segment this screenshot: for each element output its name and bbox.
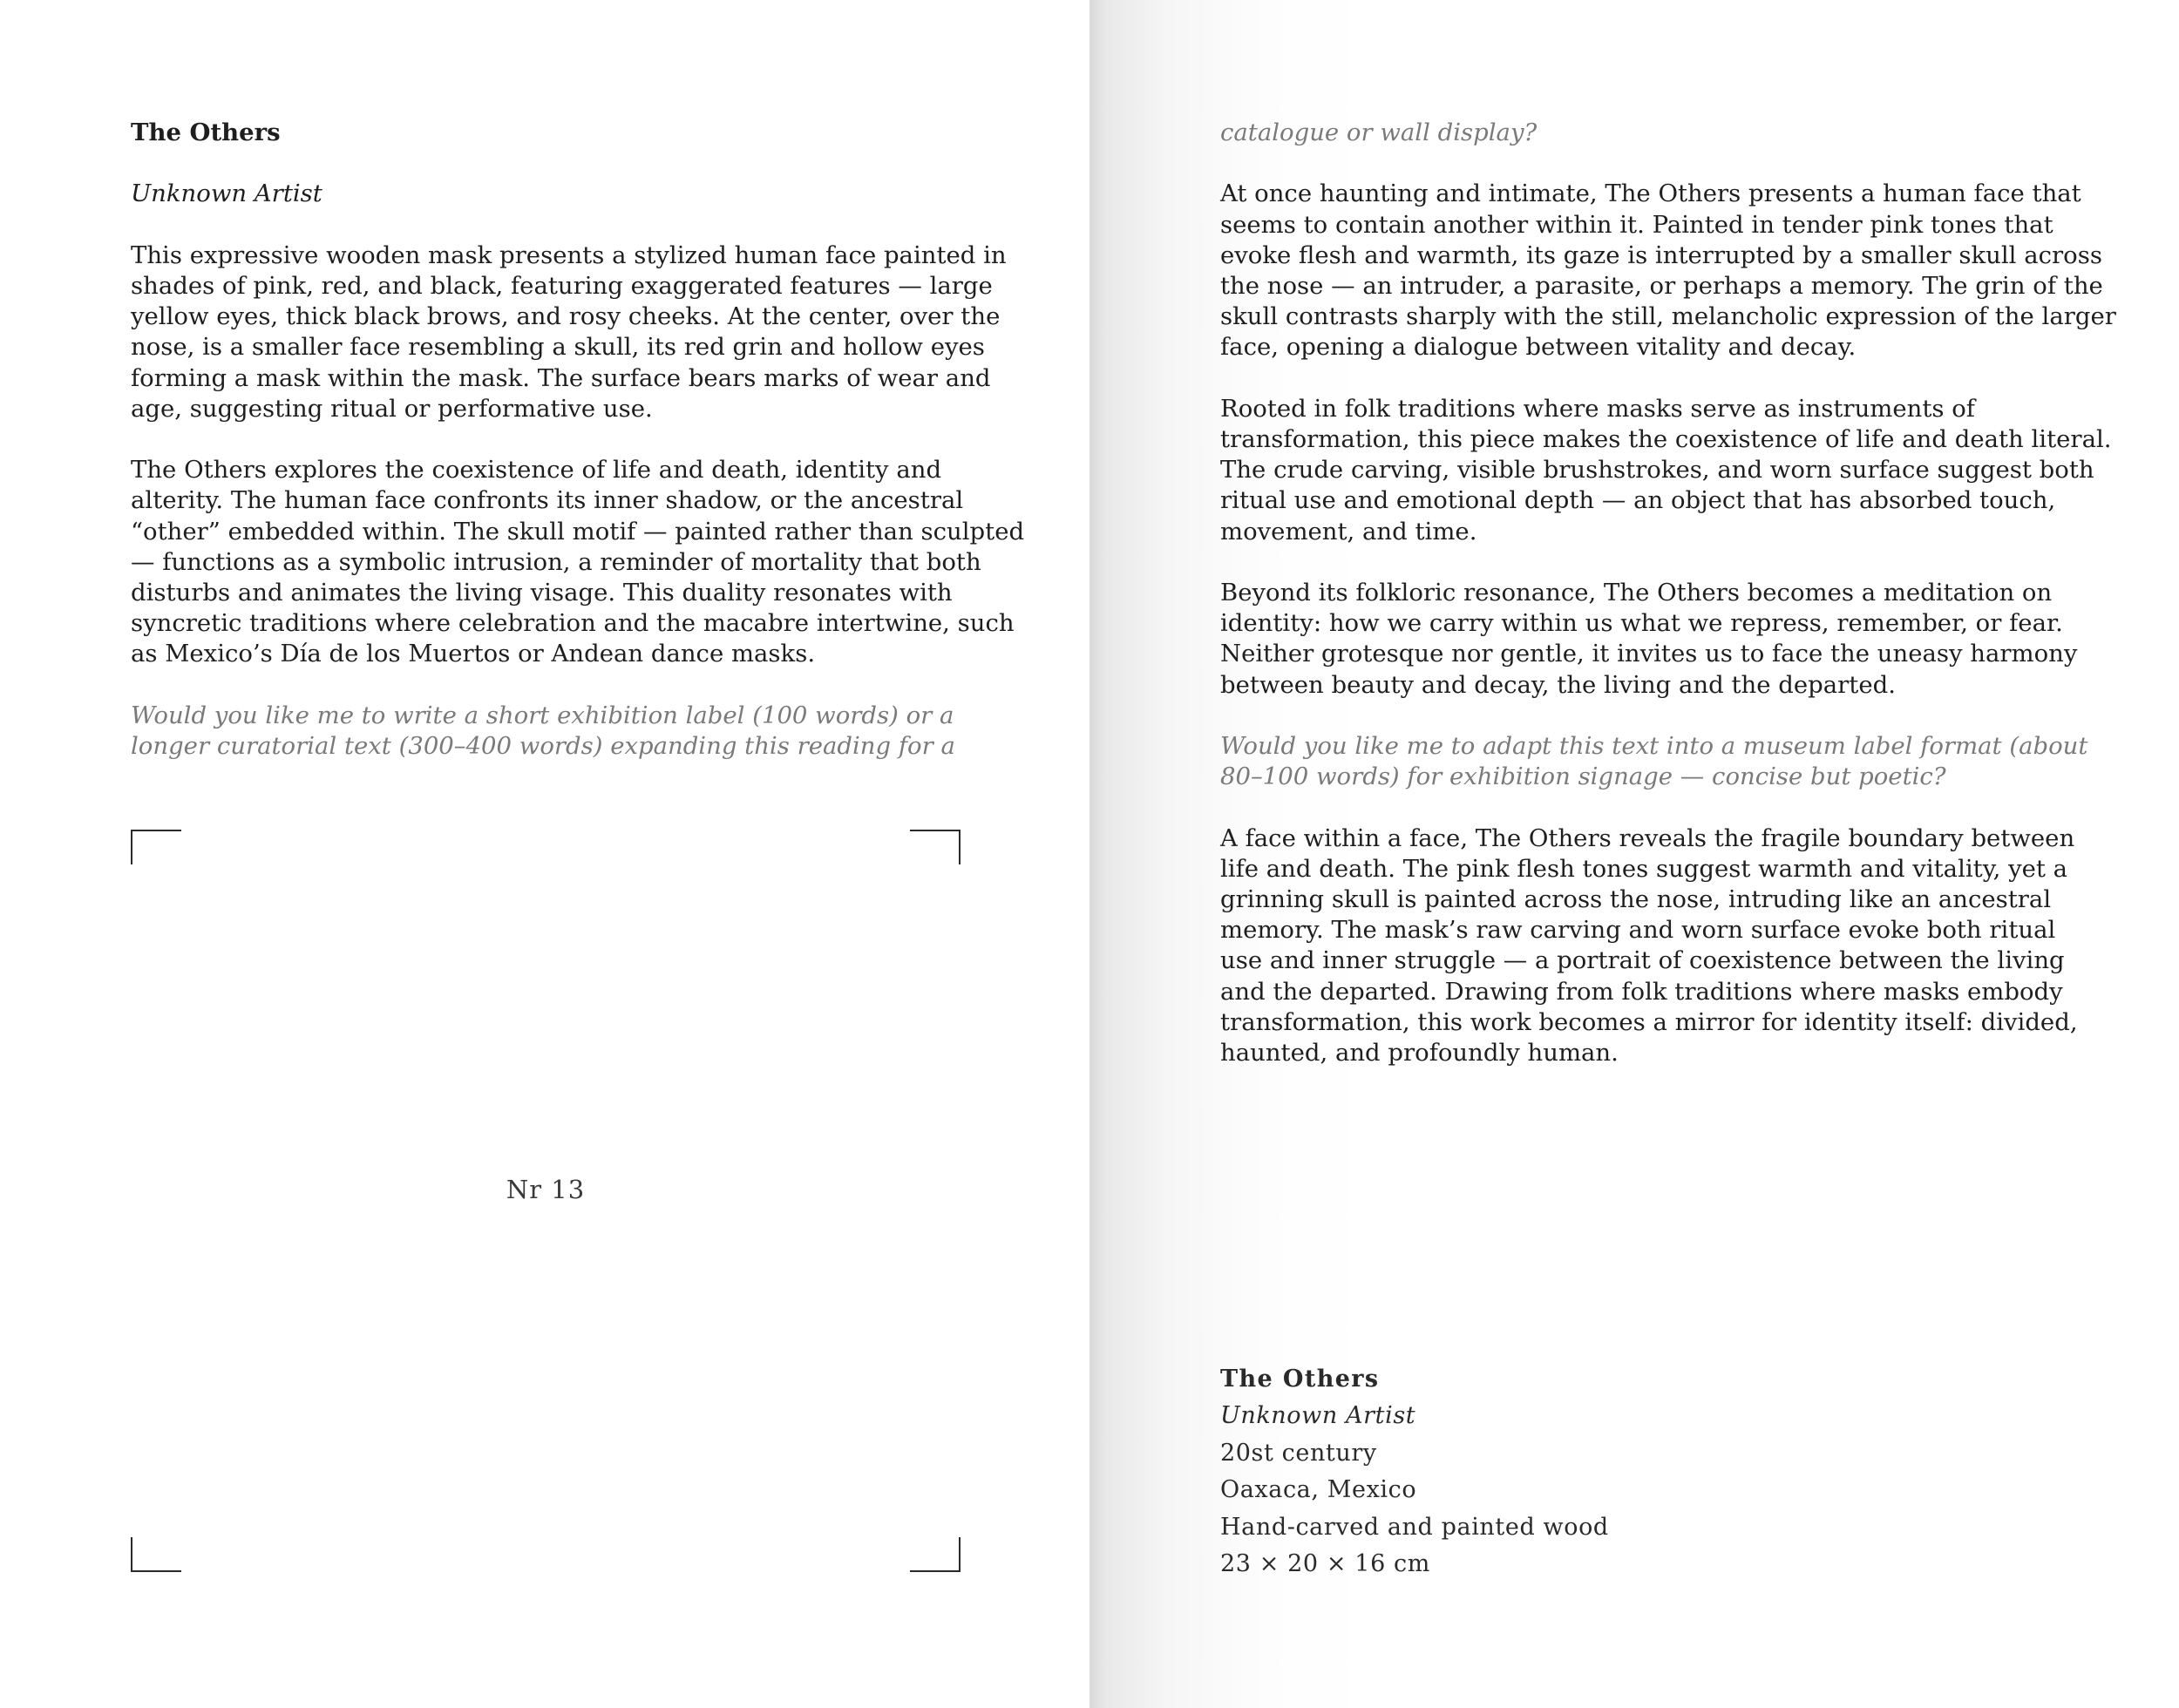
crop-mark-top-left xyxy=(131,830,181,864)
curatorial-paragraph-3: Beyond its folkloric resonance, The Others becomes a meditation on identity: how we carry within us what we repress, remember, or fear. Neither grotesque nor gentle, it invites us to face the uneasy harmony between beauty and decay, the living and the departed. xyxy=(1220,579,2078,699)
caption-date: 20st century xyxy=(1220,1439,1377,1467)
left-page-text xyxy=(131,118,1025,792)
interpretation-paragraph: The Others explores the coexistence of life and death, identity and alterity. The human face confronts its inner shadow, or the ancestral “other” embedded within. The skull motif — painted rather than sculpted — functions as a symbolic intrusion, a reminder of mortality that both disturbs and animates the living visage. This duality resonates with syncretic traditions where celebration and the macabre intertwine, such as Mexico’s Día de los Muertos or Andean dance masks. xyxy=(131,456,1025,668)
artwork-heading: The Others xyxy=(131,119,281,146)
caption-artist: Unknown Artist xyxy=(1220,1402,1416,1430)
museum-label-paragraph: A face within a face, The Others reveals the fragile boundary between life and death. The pink flesh tones suggest warmth and vitality, yet a grinning skull is painted across the nose, intruding like an ancestral memory. The mask’s raw carving and worn surface evoke both ritual use and inner struggle — a portrait of coexistence between the living and the departed. Drawing from folk traditions where masks embody transformation, this work becomes a mirror for identity itself: divided, haunted, and profoundly human. xyxy=(1220,824,2078,1068)
curatorial-paragraph-2: Rooted in folk traditions where masks serve as instruments of transformation, this piece makes the coexistence of life and death literal. The crude carving, visible brushstrokes, and worn surface suggest both ritual use and emotional depth — an object that has absorbed touch, movement, and time. xyxy=(1220,394,2112,546)
caption-medium: Hand-carved and painted wood xyxy=(1220,1513,1609,1541)
crop-mark-bottom-left xyxy=(131,1537,181,1572)
page-number: Nr 13 xyxy=(506,1175,586,1204)
crop-mark-top-right xyxy=(910,830,961,864)
right-page xyxy=(1090,0,2179,1708)
curatorial-paragraph-1: At once haunting and intimate, The Others presents a human face that seems to contain another within it. Painted in tender pink tones that evoke flesh and warmth, its gaze is interrupted by a smaller skull across the nose — an intruder, a parasite, or perhaps a memory. The grin of the skull contrasts sharply with the still, melancholic expression of the larger face, opening a dialogue between vitality and decay. xyxy=(1220,180,2116,362)
caption-dimensions: 23 × 20 × 16 cm xyxy=(1220,1550,1430,1578)
prompt-continued: catalogue or wall display? xyxy=(1220,119,1538,146)
caption-place: Oaxaca, Mexico xyxy=(1220,1476,1417,1504)
artwork-caption xyxy=(1220,1361,1609,1583)
right-page-text xyxy=(1220,118,2116,1099)
artist-name: Unknown Artist xyxy=(131,180,322,208)
follow-up-prompt: Would you like me to write a short exhibition label (100 words) or a longer curatorial text (300–400 words) expanding this reading for a xyxy=(131,701,955,760)
description-paragraph: This expressive wooden mask presents a stylized human face painted in shades of pink, red, and black, featuring exaggerated features — large yellow eyes, thick black brows, and rosy cheeks. At the center, over the nose, is a smaller face resembling a skull, its red grin and hollow eyes forming a mask within the mask. The surface bears marks of wear and age, suggesting ritual or performative use. xyxy=(131,241,1007,423)
caption-title: The Others xyxy=(1220,1366,1380,1393)
crop-mark-bottom-right xyxy=(910,1537,961,1572)
label-format-prompt: Would you like me to adapt this text into a museum label format (about 80–100 words) for exhibition signage — concise but poetic? xyxy=(1220,732,2088,791)
